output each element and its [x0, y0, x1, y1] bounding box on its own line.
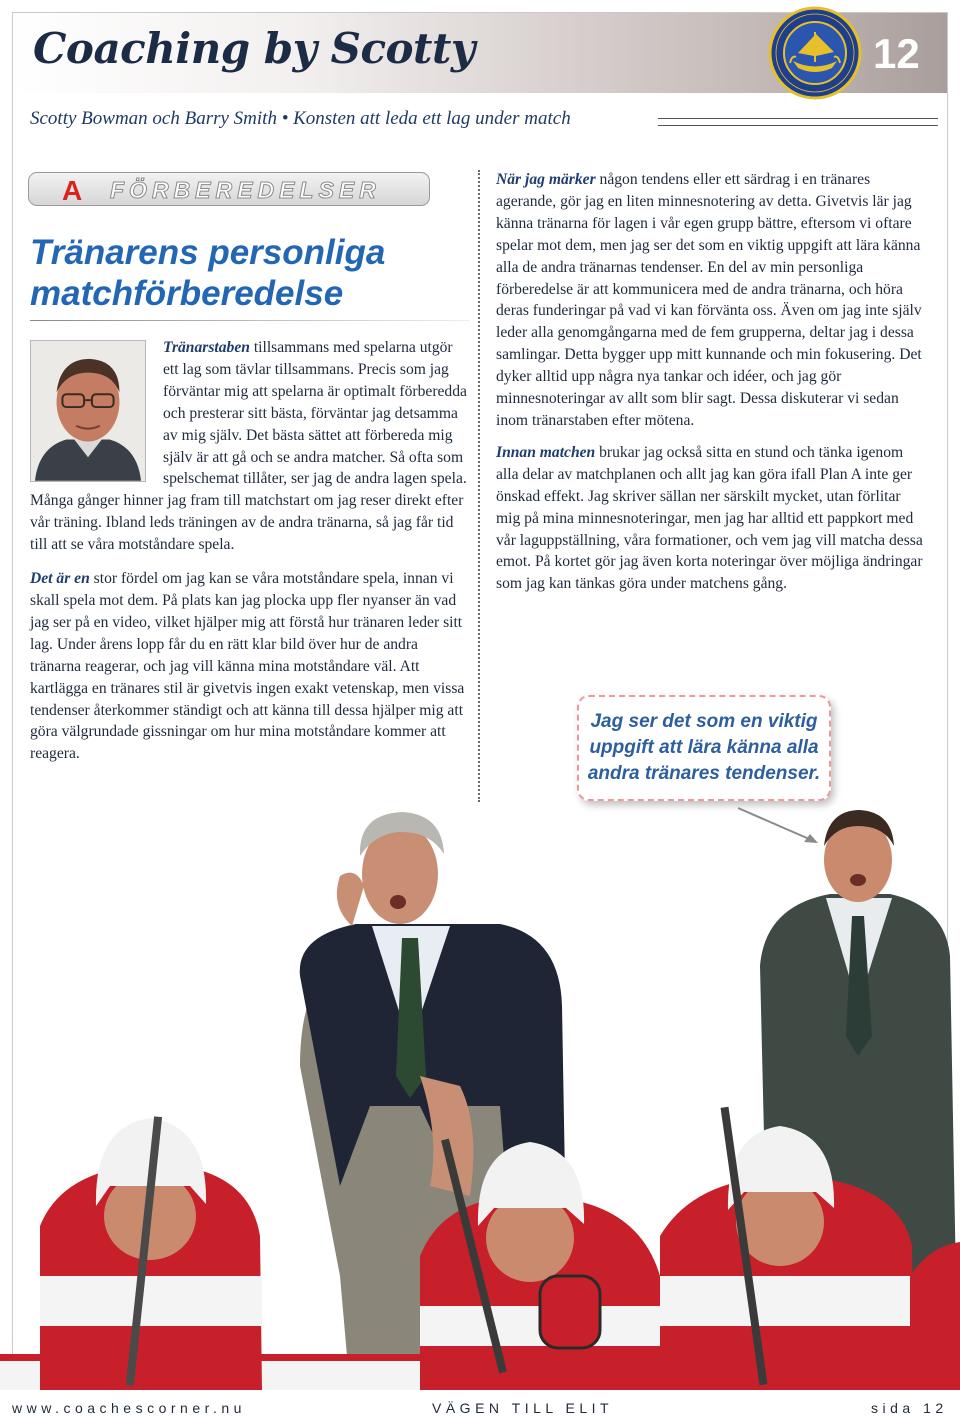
subtitle: Scotty Bowman och Barry Smith • Konsten att leda ett lag under match — [30, 108, 571, 129]
paragraph — [496, 442, 928, 595]
author-portrait — [30, 340, 146, 482]
paragraph-text: någon tendens eller ett särdrag i en tränares agerande, gör jag en liten minnesnotering av detta. Givetvis lär jag känna tränarna för lagen i vår egen grupp bättre, eftersom vi oftare spelar mot dem, men jag ser det som en viktig uppgift att lära känna alla de andra tränarnas tendenser. En del av min personliga förberedelse är att kommunicera med de andra tränarna, och höra deras funderingar på vad vi kan förvänta oss. Även om jag inte själv leder alla genomgångarna med de fem grupperna, deltar jag i dessa samlingar. Detta bygger upp mitt kunnande och min fokusering. Det dyker alltid upp några nya tankar och idéer, och jag gör minnesnoteringar av allt som blir sagt. Dessa diskuterar vi sedan inom tränarstaben efter mötena. — [496, 171, 922, 429]
right-column — [496, 169, 928, 605]
magazine-title: Coaching by Scotty — [33, 24, 475, 73]
footer-center: VÄGEN TILL ELIT — [432, 1400, 614, 1416]
page-number: 12 — [873, 30, 920, 77]
pull-quote: Jag ser det som en viktig uppgift att lära känna alla andra tränares tendenser. — [587, 711, 821, 784]
bench-photo — [0, 806, 960, 1390]
headline-line-2: matchförberedelse — [30, 274, 344, 313]
federation-logo — [768, 6, 862, 100]
section-letter: A — [62, 175, 83, 206]
paragraph-text: brukar jag också sitta en stund och tänka igenom alla delar av matchplanen och allt jag kan göra ifall Plan A inte ger önskad effekt. Jag skriver sällan ner särskilt mycket, utan förlitar mig på mina minnesnoteringar, men jag har alltid ett pappkort med vår laguppställning, våra formationer, och vem jag vill matcha dessa emot. På kortet gör jag även korta noteringar över möjliga ändringar som jag kan tänkas göra under matchens gång. — [496, 443, 923, 593]
footer-page: sida 12 — [871, 1400, 948, 1416]
player-left-figure — [40, 1116, 262, 1390]
paragraph — [30, 568, 470, 765]
paragraph-lead: Tränarstaben — [163, 339, 250, 356]
paragraph-text: tillsammans med spelarna utgör ett lag som tävlar tillsammans. Precis som jag förväntar mig att spelarna är optimalt förberedda och presterar sitt bästa, förväntar jag detsamma av mig själv. Det bästa sättet att förbereda mig själv är att gå och se andra matcher. Så ofta som spelschemat tillåter, ser jag de andra lagen spela. Många gånger hinner jag fram till matchstart om jag reser direkt efter vår träning. Ibland leds träningen av de andra tränarna, så jag får tid till att se våra motståndare spela. — [30, 339, 467, 554]
player-center-figure — [420, 1139, 662, 1390]
section-label: FÖRBEREDELSER — [110, 177, 381, 203]
headline-line-1: Tränarens personliga — [30, 233, 386, 272]
column-divider — [478, 170, 480, 802]
headline-rule — [30, 320, 470, 321]
paragraph-text: stor fördel om jag kan se våra motståndare spela, innan vi skall spela mot dem. På plats kan jag plocka upp fler nyanser än vad jag ser på en video, vilket hjälper mig att förstå hur tränaren leder sitt lag. Under årens lopp får du en rätt klar bild över hur de andra tränarna reagerar, och jag vill känna mina motståndare väl. Att kartlägga en tränares stil är givetvis ingen exakt vetenskap, men vissa tendenser återkommer ständigt och att känna till dessa hjälper mig att göra välgrundade gissningar om hur mina motståndare kommer att reagera. — [30, 570, 465, 763]
subtitle-rule — [658, 118, 938, 126]
paragraph-lead: Det är en — [30, 570, 90, 588]
paragraph-lead: När jag märker — [496, 171, 596, 188]
article-headline — [30, 232, 385, 314]
paragraph — [496, 169, 928, 432]
footer-website: www.coachescorner.nu — [12, 1400, 246, 1416]
paragraph-lead: Innan matchen — [496, 443, 596, 461]
